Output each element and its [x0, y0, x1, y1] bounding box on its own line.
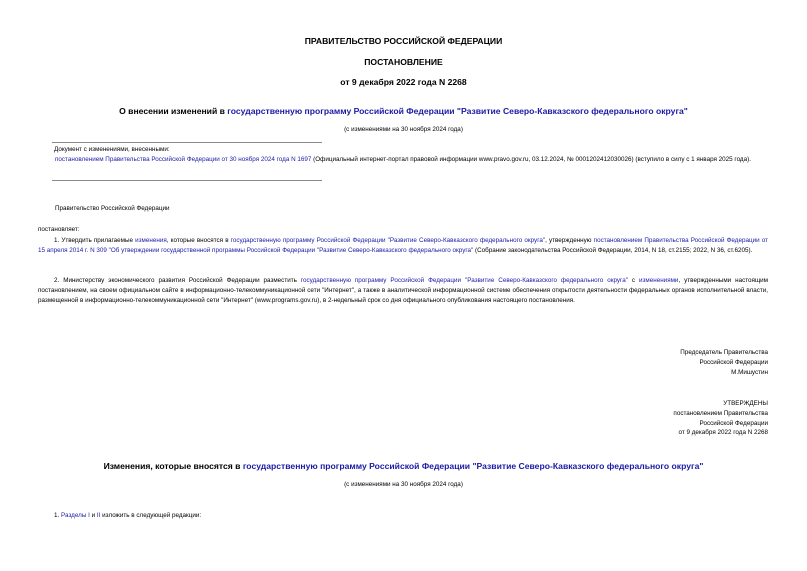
amend-label: Документ с изменениями, внесенными: — [54, 146, 170, 153]
amend-rest: (Официальный интернет-портал правовой информации www.pravo.gov.ru, 03.12.2024, № 0001202412030026) (вступило в силу с 1 января 2025 года). — [311, 155, 751, 163]
approved-block — [673, 399, 768, 438]
item-1-changes-link[interactable]: изменения — [135, 237, 167, 244]
title-prefix: О внесении изменений в — [119, 106, 228, 116]
approved-date: от 9 декабря 2022 года N 2268 — [678, 429, 768, 437]
item-1-text-b: , которые вносятся в — [166, 237, 231, 244]
preamble-government: Правительство Российской Федерации — [55, 205, 170, 212]
item-1-program-link[interactable]: государственную программу Российской Федерации "Развитие Северо-Кавказского федерального округа" — [230, 237, 546, 244]
item-1-text-a: 1. Утвердить прилагаемые — [54, 237, 136, 244]
change-1-text-b: и — [89, 512, 97, 519]
changes-title — [0, 461, 807, 471]
title-revision-note: (с изменениями на 30 ноября 2024 года) — [344, 126, 463, 133]
section-1-link[interactable]: Разделы I — [61, 512, 90, 519]
amend-block — [52, 145, 768, 164]
item-2-text-c: , утвержденными настоящим постановлением, на своем официальном сайте в информационно-телекоммуникационной сети "Интернет", а также в аналитической информационной системе обеспечения открытости деятельности федеральных органов исполнительной власти, размещенной в информационно-телекоммуникационной сети "Интернет" (www.programs.gov.ru), в 2-недельный срок со дня официального опубликования настоящего постановления. — [38, 277, 768, 304]
approved-label: УТВЕРЖДЕНЫ — [723, 400, 768, 407]
change-1 — [54, 512, 201, 519]
document-type: ПОСТАНОВЛЕНИЕ — [364, 57, 443, 67]
signature-name: М.Мишустин — [731, 368, 768, 376]
item-1-text-c: , утвержденную — [545, 237, 594, 244]
item-1-text-d: (Собрание законодательства Российской Федерации, 2014, N 18, ст.2155; 2022, N 36, ст.6205). — [473, 246, 753, 254]
document-title — [0, 106, 807, 116]
amend-text — [52, 155, 768, 165]
item-1 — [38, 236, 768, 256]
signature-org: Российской Федерации — [699, 358, 768, 366]
signature-block — [680, 348, 768, 377]
section-2-link[interactable]: II — [96, 512, 101, 519]
approved-by: постановлением Правительства — [673, 409, 768, 417]
approved-org: Российской Федерации — [699, 419, 768, 427]
change-1-text-c: изложить в следующей редакции: — [100, 512, 202, 519]
item-2-text-b: с — [627, 277, 639, 284]
government-heading: ПРАВИТЕЛЬСТВО РОССИЙСКОЙ ФЕДЕРАЦИИ — [304, 36, 503, 46]
amend-decree-link[interactable]: постановлением Правительства Российской Федерации от 30 ноября 2024 года N 1697 — [55, 155, 312, 163]
item-2-changes-link[interactable]: изменениями — [638, 277, 679, 284]
preamble-decrees: постановляет: — [38, 226, 80, 233]
amend-top-rule — [52, 142, 322, 143]
item-2-program-link[interactable]: государственную программу Российской Федерации "Развитие Северо-Кавказского федерального округа" — [300, 277, 628, 284]
change-1-text-a: 1. — [54, 512, 62, 519]
changes-program-link[interactable]: государственную программу Российской Федерации "Развитие Северо-Кавказского федерального округа" — [242, 461, 704, 471]
changes-revision-note: (с изменениями на 30 ноября 2024 года) — [344, 481, 463, 488]
document-date: от 9 декабря 2022 года N 2268 — [340, 77, 467, 87]
item-1-decree-link[interactable]: постановлением Правительства Российской Федерации от 15 апреля 2014 г. N 309 "Об утверждении государственной программы Российской Федерации "Развитие Северо-Кавказского федерального округа" — [38, 237, 768, 254]
signature-title: Председатель Правительства — [680, 349, 768, 356]
item-2 — [38, 276, 768, 305]
item-2-text-a: 2. Министерству экономического развития Российской Федерации разместить — [54, 277, 301, 284]
changes-title-prefix: Изменения, которые вносятся в — [103, 461, 243, 471]
title-program-link[interactable]: государственную программу Российской Федерации "Развитие Северо-Кавказского федерального округа" — [227, 106, 688, 116]
amend-bottom-rule — [52, 180, 322, 181]
